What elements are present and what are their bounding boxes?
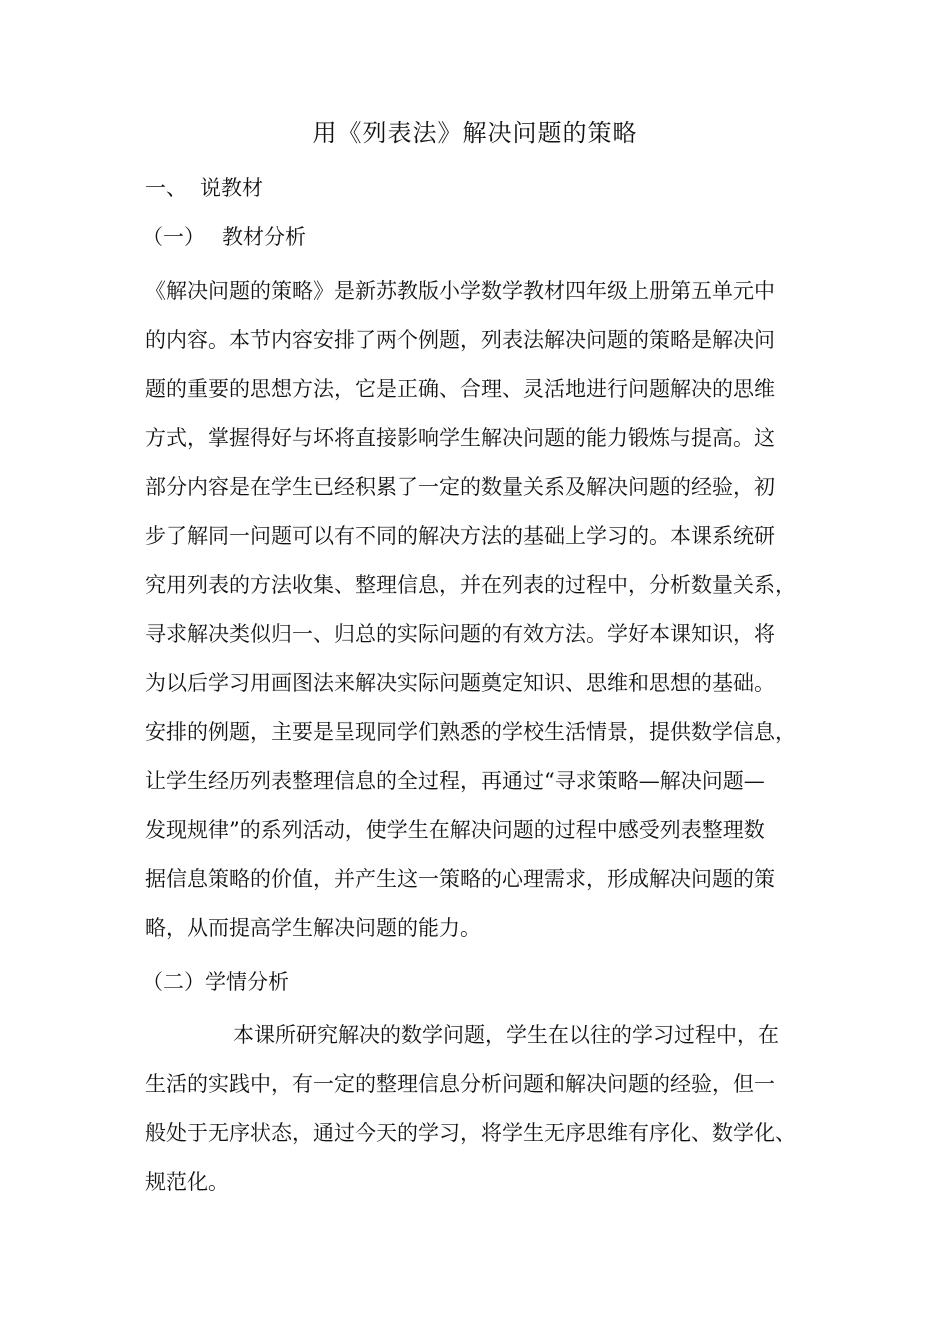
text-line: 据信息策略的价值，并产生这一策略的心理需求，形成解决问题的策 bbox=[145, 867, 775, 891]
section-heading-1 bbox=[145, 170, 263, 206]
subsection-number: （一） bbox=[142, 225, 205, 249]
subsection-heading-1 bbox=[142, 219, 306, 255]
text-line: 般处于无序状态，通过今天的学习，将学生无序思维有序化、数学化、 bbox=[145, 1121, 796, 1145]
document-title: 用《列表法》解决问题的策略 bbox=[312, 119, 638, 147]
text-line: 发现规律”的系列活动，使学生在解决问题的过程中感受列表整理数 bbox=[145, 818, 765, 842]
text-line: 寻求解决类似归一、归总的实际问题的有效方法。学好本课知识，将 bbox=[145, 622, 775, 646]
text-line: 的内容。本节内容安排了两个例题，列表法解决问题的策略是解决问 bbox=[145, 328, 775, 352]
section-label: 说教材 bbox=[200, 176, 263, 200]
text-line: 题的重要的思想方法，它是正确、合理、灵活地进行问题解决的思维 bbox=[145, 377, 775, 401]
section-number: 一、 bbox=[145, 176, 187, 200]
text-line: 本课所研究解决的数学问题，学生在以往的学习过程中，在 bbox=[233, 1023, 779, 1047]
text-line: 为以后学习用画图法来解决实际问题奠定知识、思维和思想的基础。 bbox=[145, 671, 775, 695]
text-line: 究用列表的方法收集、整理信息，并在列表的过程中，分析数量关系， bbox=[145, 573, 796, 597]
subsection-heading-2: （二）学情分析 bbox=[142, 970, 289, 994]
text-line: 步了解同一问题可以有不同的解决方法的基础上学习的。本课系统研 bbox=[145, 524, 775, 548]
text-line: 部分内容是在学生已经积累了一定的数量关系及解决问题的经验，初 bbox=[145, 475, 775, 499]
text-line: 略，从而提高学生解决问题的能力。 bbox=[145, 916, 481, 940]
text-line: 规范化。 bbox=[145, 1170, 229, 1194]
text-line: 让学生经历列表整理信息的全过程，再通过“寻求策略—解决问题— bbox=[145, 769, 765, 793]
subsection-label: 教材分析 bbox=[222, 225, 306, 249]
text-line: 《解决问题的策略》是新苏教版小学数学教材四年级上册第五单元中 bbox=[145, 279, 775, 303]
text-line: 生活的实践中，有一定的整理信息分析问题和解决问题的经验，但一 bbox=[145, 1072, 775, 1096]
text-line: 方式，掌握得好与坏将直接影响学生解决问题的能力锻炼与提高。这 bbox=[145, 426, 775, 450]
paragraph-student-analysis bbox=[145, 1011, 805, 1207]
text-line: 安排的例题，主要是呈现同学们熟悉的学校生活情景，提供数学信息， bbox=[145, 720, 796, 744]
paragraph-textbook-analysis bbox=[145, 267, 805, 953]
